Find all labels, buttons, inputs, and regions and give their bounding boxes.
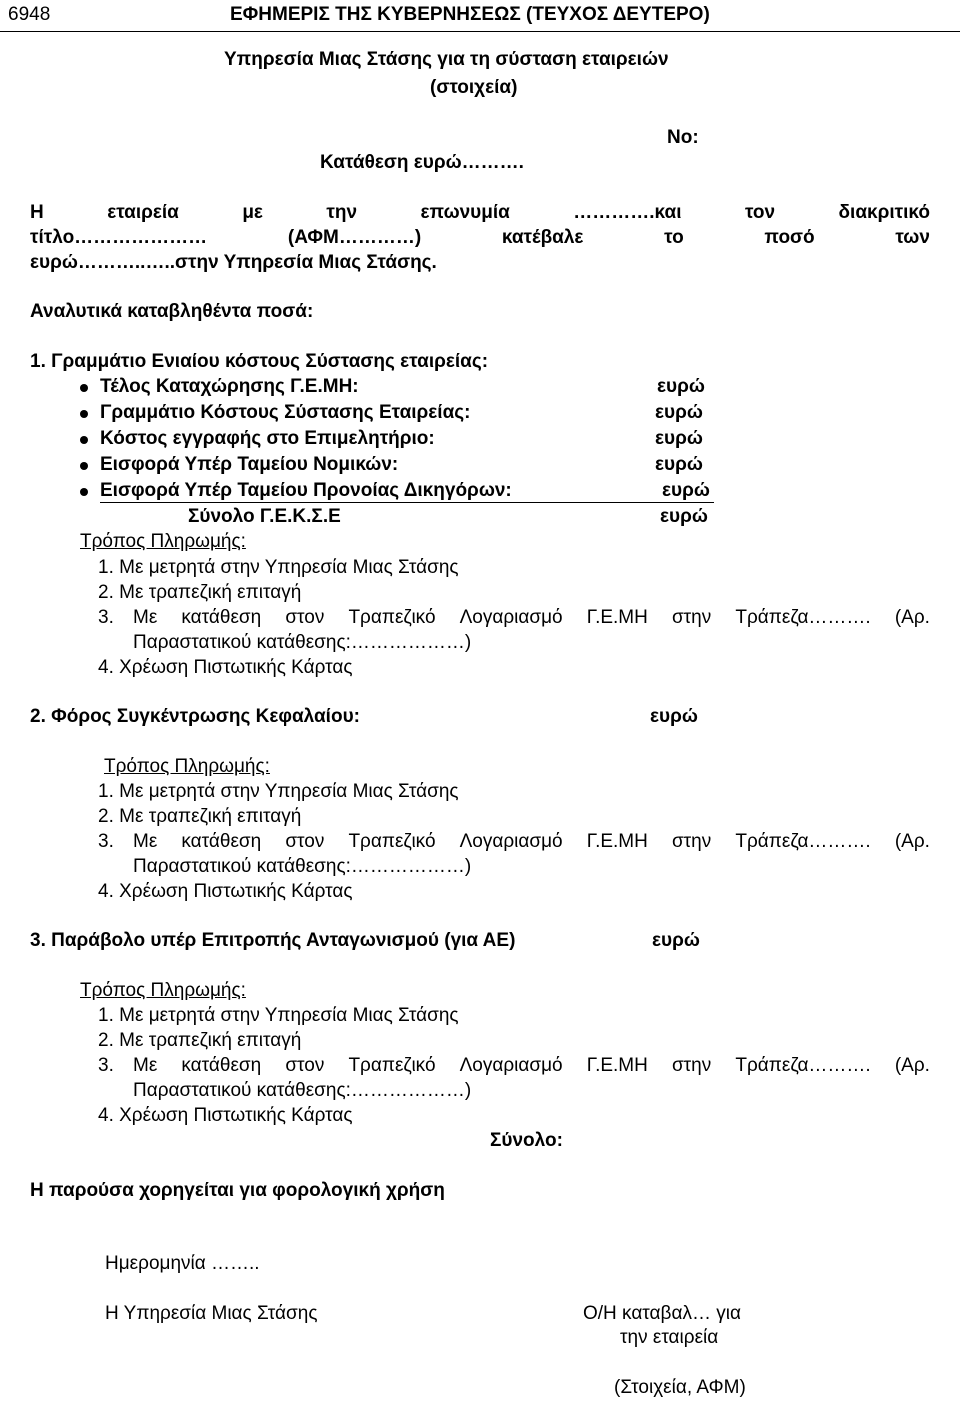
payment-option-cheque: 2. Με τραπεζική επιταγή <box>98 582 302 603</box>
deposit-word: Τράπεζα………. <box>735 1055 871 1076</box>
deposit-word: Τραπεζικό <box>348 831 436 852</box>
payment-option-deposit <box>133 1055 930 1078</box>
intro-word: τον <box>744 202 776 223</box>
deposit-word: στον <box>285 831 325 852</box>
bullet-icon <box>80 488 88 496</box>
deposit-word: στην <box>671 607 712 628</box>
payment-method-title: Τρόπος Πληρωμής: <box>80 980 246 1001</box>
deposit-word: Λογαριασμό <box>459 831 563 852</box>
deposit-word: κατάθεση <box>181 831 262 852</box>
intro-line-3: ευρώ………..…..στην Υπηρεσία Μιας Στάσης. <box>30 252 437 273</box>
section1-title: 1. Γραμμάτιο Ενιαίου κόστους Σύστασης εταιρείας: <box>30 351 489 372</box>
deposit-receipt-line: Παραστατικού κατάθεσης:………………) <box>133 856 472 877</box>
payment-option-cheque: 2. Με τραπεζική επιταγή <box>98 1030 302 1051</box>
intro-word: των <box>895 227 930 248</box>
deposit-word: Τράπεζα………. <box>735 831 871 852</box>
grand-total-label: Σύνολο: <box>490 1130 563 1151</box>
deposit-word: κατάθεση <box>181 607 262 628</box>
payment-option-cheque: 2. Με τραπεζική επιταγή <box>98 806 302 827</box>
payment-option-cash: 1. Με μετρητά στην Υπηρεσία Μιας Στάσης <box>98 1005 459 1026</box>
payer-company-label: την εταιρεία <box>620 1327 719 1348</box>
bullet-icon <box>80 410 88 418</box>
form-title: Υπηρεσία Μιας Στάσης για τη σύσταση εταιρειών <box>224 49 669 70</box>
deposit-word: Τραπεζικό <box>348 607 436 628</box>
intro-word: την <box>326 202 358 223</box>
deposit-word: Λογαριασμό <box>459 1055 563 1076</box>
fee-item-unit: ευρώ <box>655 428 703 449</box>
intro-word: διακριτικό <box>838 202 930 223</box>
breakdown-title: Αναλυτικά καταβληθέντα ποσά: <box>30 301 314 322</box>
deposit-word: Γ.Ε.ΜΗ <box>586 607 648 628</box>
payment-option-deposit-num: 3. <box>98 831 114 852</box>
section2-title: 2. Φόρος Συγκέντρωσης Κεφαλαίου: <box>30 706 360 727</box>
intro-word: κατέβαλε <box>501 227 584 248</box>
deposit-word: (Αρ. <box>894 1055 930 1076</box>
deposit-word: στην <box>671 831 712 852</box>
bullet-icon <box>80 462 88 470</box>
intro-word: Η <box>30 202 44 223</box>
intro-word: τίτλο………………… <box>30 227 208 248</box>
fee-item-label: Εισφορά Υπέρ Ταμείου Νομικών: <box>100 454 399 475</box>
tax-use-note: Η παρούσα χορηγείται για φορολογική χρήση <box>30 1180 445 1201</box>
deposit-word: στην <box>671 1055 712 1076</box>
fee-item-label: Εισφορά Υπέρ Ταμείου Προνοίας Δικηγόρων: <box>100 480 512 501</box>
deposit-word: Με <box>133 831 158 852</box>
fee-item-label: Τέλος Καταχώρησης Γ.Ε.ΜΗ: <box>100 376 359 397</box>
fee-item-label: Γραμμάτιο Κόστους Σύστασης Εταιρείας: <box>100 402 471 423</box>
intro-word: ………….και <box>573 202 682 223</box>
deposit-receipt-line: Παραστατικού κατάθεσης:………………) <box>133 1080 472 1101</box>
page-number: 6948 <box>8 4 51 25</box>
intro-word: με <box>242 202 263 223</box>
deposit-word: Λογαριασμό <box>459 607 563 628</box>
fee-item-unit: ευρώ <box>655 402 703 423</box>
deposit-word: Γ.Ε.ΜΗ <box>586 831 648 852</box>
section1-total-unit: ευρώ <box>660 506 708 527</box>
fee-item-unit: ευρώ <box>657 376 705 397</box>
section2-unit: ευρώ <box>650 706 698 727</box>
deposit-word: Γ.Ε.ΜΗ <box>586 1055 648 1076</box>
payment-option-deposit <box>133 607 930 630</box>
fee-item-label: Κόστος εγγραφής στο Επιμελητήριο: <box>100 428 435 449</box>
payment-option-card: 4. Χρέωση Πιστωτικής Κάρτας <box>98 881 353 902</box>
payer-signature-label: Ο/Η καταβαλ… για <box>583 1303 741 1324</box>
payment-option-card: 4. Χρέωση Πιστωτικής Κάρτας <box>98 1105 353 1126</box>
deposit-word: Με <box>133 607 158 628</box>
deposit-word: κατάθεση <box>181 1055 262 1076</box>
payment-option-cash: 1. Με μετρητά στην Υπηρεσία Μιας Στάσης <box>98 557 459 578</box>
intro-line-2 <box>30 227 930 250</box>
payment-method-title: Τρόπος Πληρωμής: <box>104 756 270 777</box>
deposit-word: στον <box>285 607 325 628</box>
deposit-word: Με <box>133 1055 158 1076</box>
section3-unit: ευρώ <box>652 930 700 951</box>
bullet-icon <box>80 384 88 392</box>
page-header <box>0 0 960 32</box>
payment-option-deposit-num: 3. <box>98 607 114 628</box>
deposit-word: στον <box>285 1055 325 1076</box>
total-rule <box>100 502 714 503</box>
deposit-label: Κατάθεση ευρώ………. <box>320 152 524 173</box>
deposit-word: Τράπεζα………. <box>735 607 871 628</box>
payment-option-card: 4. Χρέωση Πιστωτικής Κάρτας <box>98 657 353 678</box>
section3-title: 3. Παράβολο υπέρ Επιτροπής Ανταγωνισμού (για ΑΕ) <box>30 930 516 951</box>
intro-word: (ΑΦΜ…………) <box>287 227 422 248</box>
intro-word: το <box>664 227 684 248</box>
intro-line-1 <box>30 202 930 225</box>
date-label: Ημερομηνία …….. <box>105 1253 260 1274</box>
form-subtitle: (στοιχεία) <box>430 77 518 98</box>
payer-details-label: (Στοιχεία, ΑΦΜ) <box>614 1377 746 1398</box>
intro-word: εταιρεία <box>107 202 179 223</box>
payment-option-deposit <box>133 831 930 854</box>
header-rule <box>0 31 960 32</box>
service-signature-label: Η Υπηρεσία Μιας Στάσης <box>105 1303 318 1324</box>
fee-item-unit: ευρώ <box>662 480 710 501</box>
payment-method-title: Τρόπος Πληρωμής: <box>80 531 246 552</box>
section1-total-label: Σύνολο Γ.Ε.Κ.Σ.Ε <box>188 506 341 527</box>
fee-item-unit: ευρώ <box>655 454 703 475</box>
gazette-title: ΕΦΗΜΕΡΙΣ ΤΗΣ ΚΥΒΕΡΝΗΣΕΩΣ (ΤΕΥΧΟΣ ΔΕΥΤΕΡΟ) <box>230 4 710 25</box>
deposit-word: Τραπεζικό <box>348 1055 436 1076</box>
bullet-icon <box>80 436 88 444</box>
deposit-receipt-line: Παραστατικού κατάθεσης:………………) <box>133 632 472 653</box>
payment-option-cash: 1. Με μετρητά στην Υπηρεσία Μιας Στάσης <box>98 781 459 802</box>
number-label: Νο: <box>667 127 699 148</box>
intro-word: ποσό <box>764 227 815 248</box>
deposit-word: (Αρ. <box>894 831 930 852</box>
intro-word: επωνυμία <box>420 202 510 223</box>
deposit-word: (Αρ. <box>894 607 930 628</box>
payment-option-deposit-num: 3. <box>98 1055 114 1076</box>
